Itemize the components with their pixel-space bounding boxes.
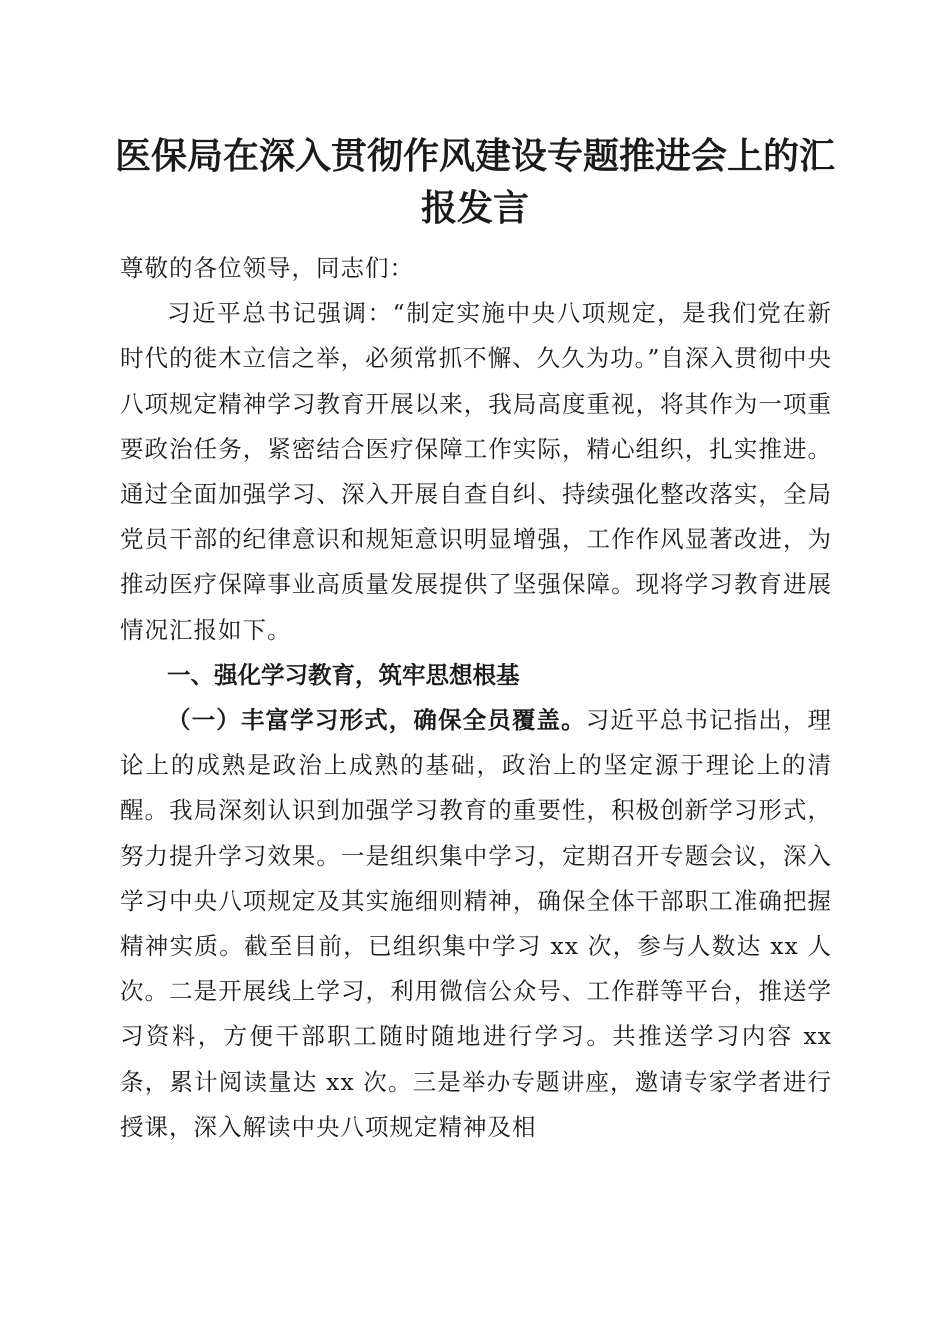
subsection-paragraph [120,698,832,1150]
intro-paragraph: 习近平总书记强调：“制定实施中央八项规定，是我们党在新时代的徙木立信之举，必须常抓不懈、久久为功。”自深入贯彻中央八项规定精神学习教育开展以来，我局高度重视，将其作为一项重要政治任务，紧密结合医疗保障工作实际，精心组织，扎实推进。通过全面加强学习、深入开展自查自纠、持续强化整改落实，全局党员干部的纪律意识和规矩意识明显增强，工作作风显著改进，为推动医疗保障事业高质量发展提供了坚强保障。现将学习教育进展情况汇报如下。 [120,299,832,644]
document-title: 医保局在深入贯彻作风建设专题推进会上的汇报发言 [114,135,835,229]
subsection-text: 习近平总书记指出，理论上的成熟是政治上成熟的基础，政治上的坚定源于理论上的清醒。我局深刻认识到加强学习教育的重要性，积极创新学习形式，努力提升学习效果。一是组织集中学习，定期召开专题会议，深入学习中央八项规定及其实施细则精神，确保全体干部职工准确把握精神实质。截至目前，已组织集中学习 xx 次，参与人数达 xx 人次。二是开展线上学习，利用微信公众号、工作群等平台，推送学习资料，方便干部职工随时随地进行学习。共推送学习内容 xx 条，累计阅读量达 xx 次。三是举办专题讲座，邀请专家学者进行授课，深入解读中央八项规定精神及相 [120,706,833,1141]
salutation: 尊敬的各位领导，同志们： [120,254,414,282]
subsection-title: （一）丰富学习形式，确保全员覆盖。 [167,706,586,735]
section-heading: 一、强化学习教育，筑牢思想根基 [167,660,520,689]
document-body [120,246,832,1150]
